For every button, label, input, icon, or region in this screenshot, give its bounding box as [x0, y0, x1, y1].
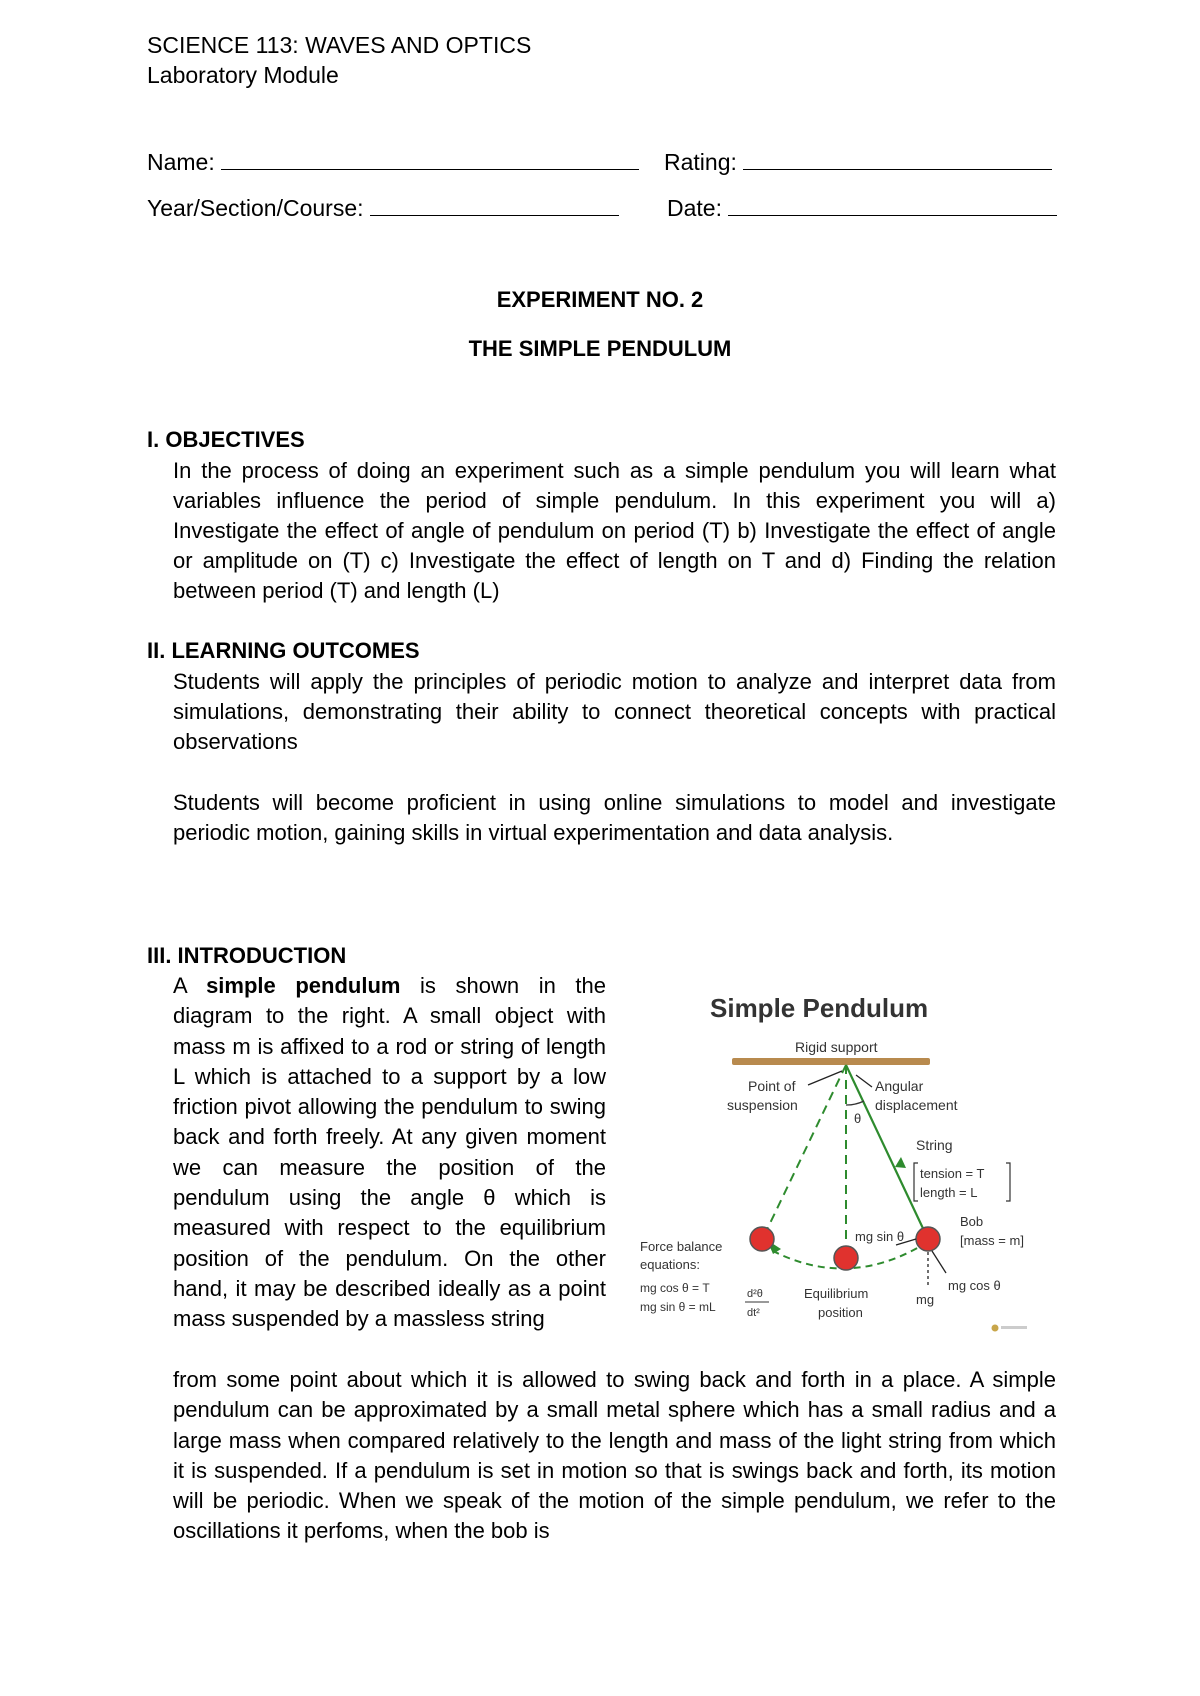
objectives-heading: I. OBJECTIVES [147, 427, 305, 452]
theta-label: θ [854, 1111, 862, 1126]
equations-label: equations: [640, 1257, 700, 1272]
rating-label: Rating: [664, 149, 737, 175]
angle-arc [846, 1101, 864, 1105]
equilibrium-label: Equilibrium [804, 1286, 869, 1301]
suspension-label: suspension [727, 1097, 798, 1113]
bob-mass-label: [mass = m] [960, 1233, 1024, 1248]
figure-title: Simple Pendulum [710, 993, 929, 1023]
rating-blank [743, 149, 1052, 170]
intro-term: simple pendulum [206, 973, 401, 998]
mg-cos-arrow [932, 1251, 946, 1273]
section-label: Year/Section/Course: [147, 195, 364, 221]
simple-pendulum-diagram [630, 975, 1056, 1355]
name-field [147, 148, 639, 176]
date-field [667, 194, 1057, 222]
course-title: SCIENCE 113: WAVES AND OPTICS [147, 32, 532, 58]
section-blank [370, 195, 619, 216]
displacement-label: displacement [875, 1097, 958, 1113]
point-of-label: Point of [748, 1078, 796, 1094]
publisher-logo-icon [992, 1325, 999, 1332]
fraction-denominator: dt² [747, 1307, 760, 1319]
position-label: position [818, 1305, 863, 1320]
rating-field [664, 148, 1052, 176]
bob-center [834, 1246, 858, 1270]
objectives-text: In the process of doing an experiment such as a simple pendulum you will learn what variables influence the period of simple pendulum. In this experiment you will a) Investigate the effect of angle of pendulum on period (T) b) Investigate the effect of angle or amplitude on (T) c) Investigate the effect of length on T and d) Finding the relation between period (T) and length (L) [173, 458, 1056, 603]
equation-1: mg cos θ = T [640, 1281, 710, 1295]
tension-label: tension = T [920, 1166, 985, 1181]
learning-outcome-2: Students will become proficient in using online simulations to model and investigate periodic motion, gaining skills in virtual experimentation and data analysis. [173, 790, 1056, 845]
name-blank [221, 149, 639, 170]
tension-arrow [895, 1157, 906, 1168]
bob-left [750, 1227, 774, 1251]
section-field [147, 194, 619, 222]
date-blank [728, 195, 1057, 216]
bob-label: Bob [960, 1214, 984, 1229]
bracket-left [914, 1163, 918, 1201]
learning-outcome-1: Students will apply the principles of periodic motion to analyze and interpret data from simulations, demonstrating their ability to connect theoretical concepts with practical observations [173, 669, 1056, 754]
module-label: Laboratory Module [147, 62, 339, 88]
introduction-text [173, 971, 606, 1335]
intro-lead: A [173, 973, 207, 998]
length-label: length = L [920, 1185, 978, 1200]
experiment-number: EXPERIMENT NO. 2 [496, 287, 704, 312]
equation-2: mg sin θ = mL [640, 1300, 716, 1314]
angular-pointer [856, 1075, 872, 1087]
publisher-logo-mark [1001, 1326, 1027, 1329]
rigid-support-bar [732, 1058, 930, 1065]
mg-sin-label: mg sin θ [855, 1229, 905, 1244]
fraction-numerator: d²θ [747, 1288, 763, 1300]
mg-label: mg [916, 1292, 935, 1307]
introduction-continuation: from some point about which it is allowed to swing back and forth in a place. A simple pendulum can be approximated by a small metal sphere which has a small radius and a large mass when compared relatively to the length and mass of the light string from which it is suspended. If a pendulum is set in motion so that is swings back and forth, its motion will be periodic. When we speak of the motion of the simple pendulum, we refer to the oscillations it perfoms, when the bob is [173, 1367, 1056, 1544]
learning-outcomes-heading: II. LEARNING OUTCOMES [147, 638, 420, 663]
bob-right [916, 1227, 940, 1251]
angular-label: Angular [875, 1078, 924, 1094]
mg-cos-label: mg cos θ [948, 1278, 1001, 1293]
string-label: String [916, 1137, 953, 1153]
date-label: Date: [667, 195, 722, 221]
introduction-heading: III. INTRODUCTION [147, 943, 347, 968]
name-label: Name: [147, 149, 215, 175]
bracket-right [1006, 1163, 1010, 1201]
experiment-title: THE SIMPLE PENDULUM [468, 336, 732, 361]
force-balance-label: Force balance [640, 1239, 723, 1254]
intro-body: is shown in the diagram to the right. A small object with mass m is affixed to a rod or string of length L which is attached to a support by a low friction pivot allowing the pendulum to swing back and forth freely. At any given moment we can measure the position of the pendulum using the angle θ which is measured with respect to the equilibrium position of the pendulum. On the other hand, it may be described ideally as a point mass suspended by a massless string [173, 973, 606, 1332]
rigid-support-label: Rigid support [795, 1039, 878, 1055]
